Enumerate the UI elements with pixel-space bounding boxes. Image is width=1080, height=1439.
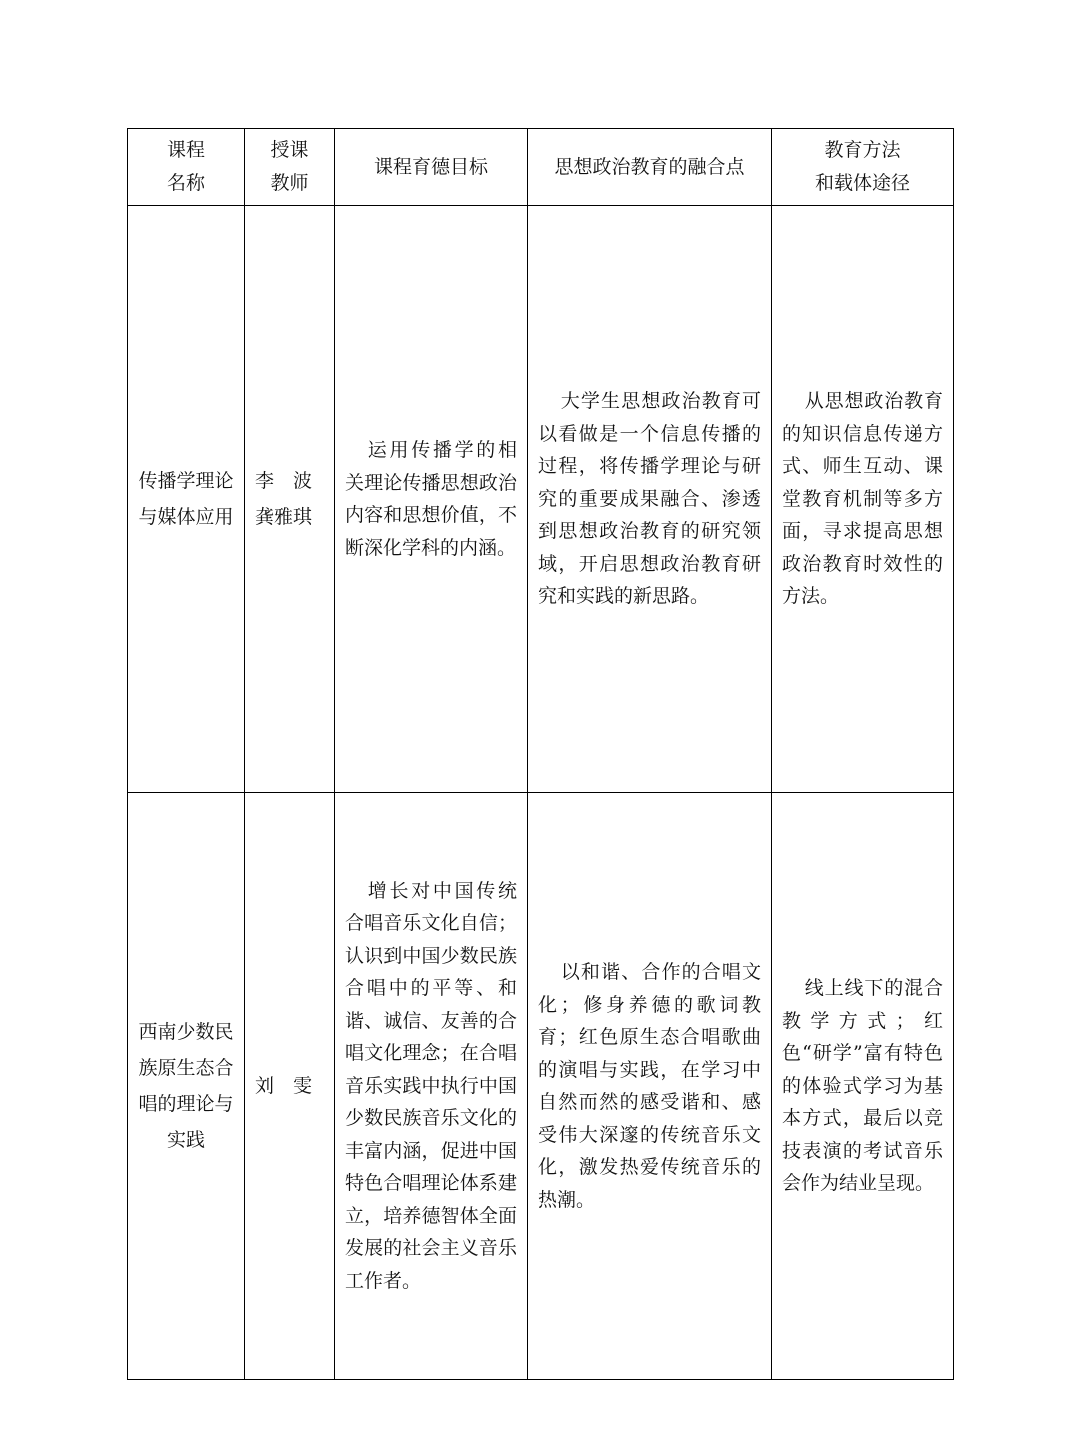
header-row (128, 129, 954, 206)
header-method: 教育方法 和载体途径 (772, 129, 954, 206)
header-goal: 课程育德目标 (335, 129, 528, 206)
teacher-cell: 刘 雯 (245, 793, 335, 1380)
goal-cell (335, 206, 528, 793)
goal-text: 运用传播学的相关理论传播思想政治内容和思想价值，不断深化学科的内涵。 (345, 439, 517, 559)
integration-text: 大学生思想政治教育可以看做是一个信息传播的过程，将传播学理论与研究的重要成果融合、渗透到思想政治教育的研究领域，开启思想政治教育研究和实践的新思路。 (538, 390, 761, 608)
method-cell (772, 206, 954, 793)
table-row (128, 206, 954, 793)
goal-text: 增长对中国传统合唱音乐文化自信；认识到中国少数民族合唱中的平等、和谐、诚信、友善的合唱文化理念；在合唱音乐实践中执行中国少数民族音乐文化的丰富内涵，促进中国特色合唱理论体系建立，培养德智体全面发展的社会主义音乐工作者。 (345, 879, 517, 1292)
integration-text: 以和谐、合作的合唱文化；修身养德的歌词教育；红色原生态合唱歌曲的演唱与实践，在学习中自然而然的感受谐和、感受伟大深邃的传统音乐文化，激发热爱传统音乐的热潮。 (538, 961, 761, 1211)
course-name-cell: 西南少数民 族原生态合 唱的理论与 实践 (128, 793, 245, 1380)
table-row (128, 793, 954, 1380)
method-text: 线上线下的混合教学方式；红色“研学”富有特色的体验式学习为基本方式，最后以竞技表演的考试音乐会作为结业呈现。 (782, 977, 943, 1195)
teacher-cell: 李 波 龚雅琪 (245, 206, 335, 793)
integration-cell (528, 206, 772, 793)
header-teacher: 授课 教师 (245, 129, 335, 206)
course-name-cell: 传播学理论 与媒体应用 (128, 206, 245, 793)
course-table (127, 128, 954, 1380)
header-integration: 思想政治教育的融合点 (528, 129, 772, 206)
method-text: 从思想政治教育的知识信息传递方式、师生互动、课堂教育机制等多方面，寻求提高思想政治教育时效性的方法。 (782, 390, 943, 608)
header-course-name: 课程 名称 (128, 129, 245, 206)
integration-cell (528, 793, 772, 1380)
method-cell (772, 793, 954, 1380)
goal-cell (335, 793, 528, 1380)
